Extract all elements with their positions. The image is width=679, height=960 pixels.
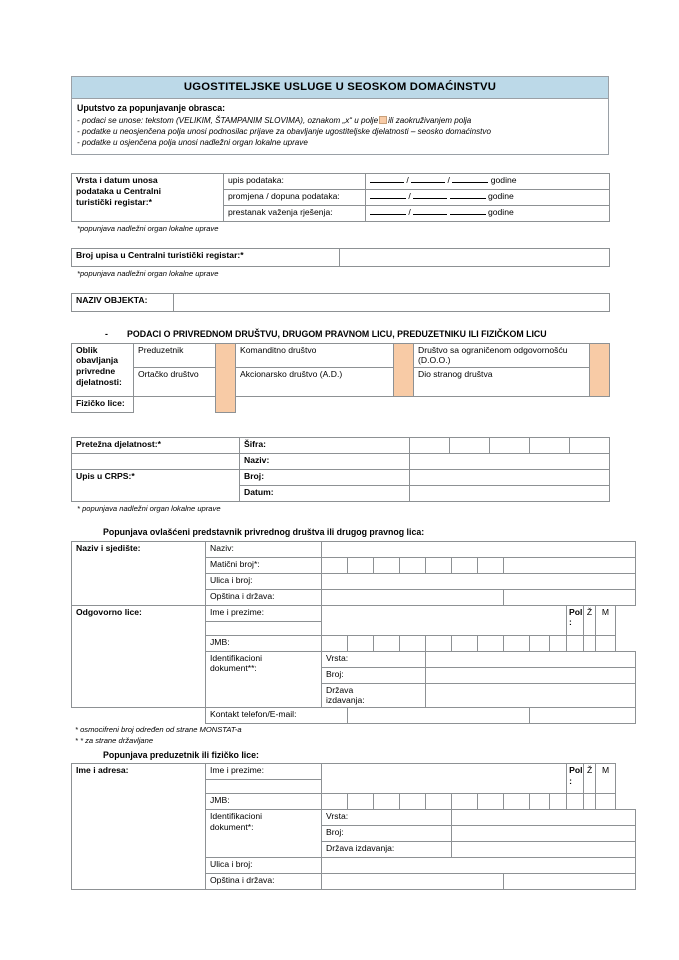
ent-jmb-cell-3[interactable] (374, 794, 400, 810)
ent-jmb-cell-2[interactable] (348, 794, 374, 810)
rep-broj-label: Broj: (322, 667, 426, 683)
rep-naziv-label: Naziv: (206, 541, 322, 557)
ent-opstina-value-b[interactable] (504, 874, 636, 890)
entity-form-label-line3: privredne (76, 366, 116, 377)
activity-primary-label: Pretežna djelatnost:* (72, 438, 240, 454)
object-name-input[interactable] (174, 294, 610, 312)
activity-datum-value[interactable] (410, 486, 610, 502)
ent-jmb-cell-13[interactable] (596, 794, 616, 810)
activity-sifra-cell-4[interactable] (530, 438, 570, 454)
instructions-line-1-part-b: ili zaokruživanjem polja (388, 115, 472, 125)
rep-jmb-cell-11[interactable] (567, 635, 584, 651)
entry-date-row-1-value[interactable]: / godine (366, 190, 610, 206)
table-row (72, 343, 610, 367)
rep-kontakt-value-a[interactable] (348, 708, 530, 724)
entity-form-label-line1: Oblik (76, 344, 98, 355)
rep-jmb-cell-9[interactable] (530, 635, 550, 651)
entity-form-label (72, 343, 134, 396)
rep-ulica-label: Ulica i broj: (206, 573, 322, 589)
ent-gender-male-checkbox[interactable]: M (596, 764, 616, 794)
rep-maticni-cell-1[interactable] (322, 557, 348, 573)
table-row (72, 541, 636, 557)
shaded-checkbox-icon (379, 116, 387, 124)
activity-naziv-label: Naziv: (240, 454, 410, 470)
name-seat-label: Naziv i sjedište: (72, 541, 206, 605)
rep-jmb-cell-8[interactable] (504, 635, 530, 651)
instructions-line-2: - podatke u neosjenčena polja unosi podnosilac prijave za obavljanje ugostiteljske djelatnosti – seosko domaćinstvo (77, 127, 491, 137)
activity-primary-spacer (72, 454, 240, 470)
ent-jmb-cell-7[interactable] (478, 794, 504, 810)
rep-jmb-cell-6[interactable] (452, 635, 478, 651)
rep-jmb-cell-13[interactable] (596, 635, 616, 651)
entity-form-label-line4: djelatnosti: (76, 376, 122, 387)
rep-ime-value[interactable] (322, 605, 567, 635)
ent-id-doc-label (206, 810, 322, 858)
entry-date-label (72, 174, 224, 222)
rep-jmb-cell-12[interactable] (584, 635, 596, 651)
gender-label-line1: Pol (569, 606, 583, 617)
table-row (72, 438, 610, 454)
entity-option-checkbox-komanditno[interactable] (394, 343, 414, 396)
rep-jmb-cell-4[interactable] (400, 635, 426, 651)
activity-broj-value[interactable] (410, 470, 610, 486)
table-row (72, 368, 610, 397)
registry-number-table (71, 248, 610, 267)
representative-heading: Popunjava ovlašćeni predstavnik privrednog društva ili drugog pravnog lica: (103, 527, 425, 538)
rep-maticni-cell-2[interactable] (348, 557, 374, 573)
entry-date-footnote: *popunjava nadležni organ lokalne uprave (77, 224, 219, 234)
rep-opstina-value-a[interactable] (322, 589, 504, 605)
rep-jmb-cell-5[interactable] (426, 635, 452, 651)
ent-gender-label-line2: : (569, 775, 572, 786)
ent-gender-label-line1: Pol (569, 765, 583, 776)
table-row (72, 470, 610, 486)
rep-maticni-cell-8[interactable] (504, 557, 636, 573)
rep-maticni-label: Matični broj*: (206, 557, 322, 573)
table-row (72, 605, 636, 621)
rep-jmb-cell-3[interactable] (374, 635, 400, 651)
object-name-label: NAZIV OBJEKTA: (72, 294, 174, 312)
entity-spacer-5 (590, 397, 610, 413)
activity-broj-label: Broj: (240, 470, 410, 486)
ent-jmb-cell-4[interactable] (400, 794, 426, 810)
table-row (72, 764, 636, 780)
activity-sifra-cell-3[interactable] (490, 438, 530, 454)
entry-date-label-line2: podataka u Centralni (76, 186, 161, 197)
ent-drzava-label: Država izdavanja: (322, 842, 452, 858)
form-sheet (71, 76, 609, 890)
table-row (72, 294, 610, 312)
ent-drzava-value[interactable] (452, 842, 636, 858)
rep-maticni-cell-7[interactable] (478, 557, 504, 573)
entity-option-checkbox-doo[interactable] (590, 343, 610, 396)
activity-sifra-cell-1[interactable] (410, 438, 450, 454)
entity-option-label-dio-stranog: Dio stranog društva (414, 368, 590, 397)
activity-sifra-cell-2[interactable] (450, 438, 490, 454)
rep-id-doc-line2: dokument**: (210, 663, 257, 674)
entry-date-row-1-name: promjena / dopuna podataka: (224, 190, 366, 206)
rep-opstina-label: Opština i država: (206, 589, 322, 605)
rep-drzava-line1: Država (326, 684, 354, 695)
representative-table (71, 541, 636, 724)
ent-jmb-label: JMB: (206, 794, 322, 810)
entrepreneur-heading: Popunjava preduzetnik ili fizičko lice: (103, 749, 259, 760)
table-row (72, 249, 610, 267)
rep-ulica-value[interactable] (322, 573, 636, 589)
table-row (72, 397, 610, 413)
rep-jmb-cell-1[interactable] (322, 635, 348, 651)
representative-footnote-2: * * za strane državljane (75, 736, 154, 746)
rep-broj-value[interactable] (426, 667, 636, 683)
ent-ulica-value[interactable] (322, 858, 636, 874)
table-row (72, 174, 610, 190)
entity-option-label-doo: Društvo sa ograničenom odgovornošću (D.O.O.) (414, 343, 590, 367)
physical-person-label: Fizičko lice: (72, 397, 134, 413)
rep-vrsta-label: Vrsta: (322, 651, 426, 667)
entity-option-label-komanditno: Komanditno društvo (236, 343, 394, 367)
ent-vrsta-value[interactable] (452, 810, 636, 826)
rep-drzava-value[interactable] (426, 683, 636, 707)
gender-label (567, 605, 584, 635)
entry-date-row-2-name: prestanak važenja rješenja: (224, 206, 366, 222)
ent-jmb-cell-12[interactable] (584, 794, 596, 810)
ent-opstina-label: Opština i država: (206, 874, 322, 890)
registry-number-footnote: *popunjava nadležni organ lokalne uprave (77, 269, 219, 279)
ent-gender-female-checkbox[interactable]: Ž (584, 764, 596, 794)
entity-option-label-ortacko: Ortačko društvo (134, 368, 216, 397)
rep-jmb-cell-2[interactable] (348, 635, 374, 651)
rep-jmb-cell-10[interactable] (550, 635, 567, 651)
page-title: UGOSTITELJSKE USLUGE U SEOSKOM DOMAĆINSTVU (71, 76, 609, 99)
rep-naziv-value[interactable] (322, 541, 636, 557)
activity-table (71, 437, 610, 502)
rep-ime-spacer (206, 621, 322, 635)
activity-datum-label: Datum: (240, 486, 410, 502)
gender-male-checkbox[interactable]: M (596, 605, 616, 635)
instructions-heading: Uputstvo za popunjavanje obrasca: (77, 102, 226, 113)
activity-sifra-cell-5[interactable] (570, 438, 610, 454)
entry-date-row-2-value[interactable]: / godine (366, 206, 610, 222)
ent-opstina-value-a[interactable] (322, 874, 504, 890)
ent-id-doc-line2: dokument*: (210, 821, 254, 832)
gender-label-line2: : (569, 617, 572, 628)
ent-jmb-cell-1[interactable] (322, 794, 348, 810)
ent-id-doc-line1: Identifikacioni (210, 811, 263, 822)
ent-jmb-cell-11[interactable] (567, 794, 584, 810)
ent-jmb-cell-10[interactable] (550, 794, 567, 810)
rep-maticni-cell-5[interactable] (426, 557, 452, 573)
ent-broj-label: Broj: (322, 826, 452, 842)
entity-option-label-akcionarsko: Akcionarsko društvo (A.D.) (236, 368, 394, 397)
entry-date-label-line3: turistički registar:* (76, 196, 152, 207)
ent-jmb-cell-9[interactable] (530, 794, 550, 810)
entity-section-heading (71, 326, 609, 343)
ent-ime-label: Ime i prezime: (206, 764, 322, 780)
registry-number-label: Broj upisa u Centralni turistički registar:* (72, 249, 340, 267)
ent-ulica-label: Ulica i broj: (206, 858, 322, 874)
gender-female-checkbox[interactable]: Ž (584, 605, 596, 635)
entity-form-label-line2: obavljanja (76, 355, 119, 366)
ent-gender-label (567, 764, 584, 794)
rep-drzava-line2: izdavanja: (326, 695, 365, 706)
rep-ime-label: Ime i prezime: (206, 605, 322, 621)
table-row (72, 708, 636, 724)
registry-number-value[interactable] (340, 249, 610, 267)
entity-spacer-1 (134, 397, 216, 413)
entity-spacer-4 (414, 397, 590, 413)
entity-option-label-preduzetnik: Preduzetnik (134, 343, 216, 367)
rep-maticni-cell-3[interactable] (374, 557, 400, 573)
entity-type-table (71, 343, 610, 413)
date-suffix-1: godine (487, 191, 514, 202)
entity-spacer-2 (236, 397, 394, 413)
entry-date-table (71, 173, 610, 222)
table-row (72, 454, 610, 470)
rep-maticni-cell-4[interactable] (400, 557, 426, 573)
entity-option-checkbox-preduzetnik[interactable] (216, 343, 236, 412)
entry-date-row-0-name: upis podataka: (224, 174, 366, 190)
rep-kontakt-value-b[interactable] (530, 708, 636, 724)
ent-vrsta-label: Vrsta: (322, 810, 452, 826)
ent-ime-value[interactable] (322, 764, 567, 794)
activity-sifra-label: Šifra: (240, 438, 410, 454)
object-name-table (71, 293, 610, 312)
responsible-person-label: Odgovorno lice: (72, 605, 206, 707)
rep-opstina-value-b[interactable] (504, 589, 636, 605)
entry-date-label-line1: Vrsta i datum unosa (76, 175, 158, 186)
rep-drzava-label (322, 683, 426, 707)
ent-broj-value[interactable] (452, 826, 636, 842)
entry-date-row-0-value[interactable]: / / godine (366, 174, 610, 190)
instructions-line-3: - podatke u osjenčena polja unosi nadležni organ lokalne uprave (77, 138, 308, 148)
name-address-label: Ime i adresa: (72, 764, 206, 890)
ent-jmb-cell-6[interactable] (452, 794, 478, 810)
rep-maticni-cell-6[interactable] (452, 557, 478, 573)
activity-footnote: * popunjava nadležni organ lokalne uprave (77, 504, 221, 514)
instructions-line-1-part-a: - podaci se unose: tekstom (VELIKIM, ŠTAMPANIM SLOVIMA), oznakom „x“ u polje (77, 115, 379, 125)
entrepreneur-table (71, 763, 636, 890)
date-suffix-0: godine (490, 175, 517, 186)
instructions-line-1 (77, 115, 603, 126)
rep-id-doc-label (206, 651, 322, 707)
rep-vrsta-value[interactable] (426, 651, 636, 667)
rep-jmb-label: JMB: (206, 635, 322, 651)
activity-naziv-value[interactable] (410, 454, 610, 470)
entity-spacer-3 (394, 397, 414, 413)
rep-kontakt-label: Kontakt telefon/E-mail: (206, 708, 348, 724)
activity-crps-label: Upis u CRPS:* (72, 470, 240, 502)
rep-id-doc-line1: Identifikacioni (210, 652, 263, 663)
entity-section-dash: - (105, 329, 108, 340)
representative-footnote-1: * osmocifreni broj određen od strane MONSTAT-a (75, 725, 242, 735)
instructions-box (71, 99, 609, 155)
rep-jmb-cell-7[interactable] (478, 635, 504, 651)
ent-jmb-cell-8[interactable] (504, 794, 530, 810)
date-suffix-2: godine (487, 207, 514, 218)
entity-section-heading-text: PODACI O PRIVREDNOM DRUŠTVU, DRUGOM PRAVNOM LICU, PREDUZETNIKU ILI FIZIČKOM LICU (127, 329, 547, 340)
ent-ime-spacer (206, 780, 322, 794)
ent-jmb-cell-5[interactable] (426, 794, 452, 810)
